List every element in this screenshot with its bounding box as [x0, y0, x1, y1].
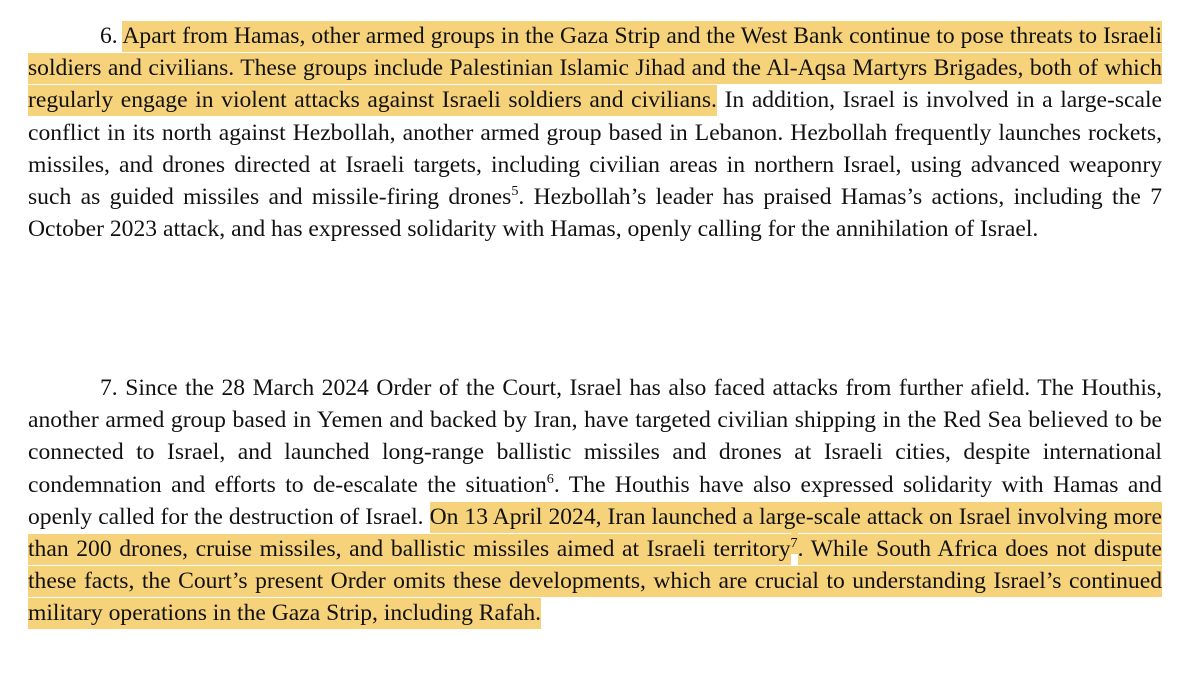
paragraph-text: . The Houthis have also expressed solidarity with Hamas and openly called for the destruction of Israel. — [28, 471, 1162, 530]
highlighted-text: On 13 April 2024, Iran launched a large-scale attack on Israel involving more than 200 drones, cruise missiles, and ballistic missiles aimed at Israeli territory — [28, 502, 1162, 565]
paragraph-text: . Hezbollah’s leader has praised Hamas’s actions, including the 7 October 2023 attack, and has expressed solidarity with Hamas, openly calling for the annihilation of Israel. — [28, 184, 1163, 243]
paragraph-6 — [28, 20, 1162, 245]
paragraph-number: 7. — [100, 375, 118, 401]
footnote-marker: 7 — [791, 533, 798, 554]
paragraph-number: 6. — [100, 23, 118, 49]
paragraph-7 — [28, 372, 1162, 630]
footnote-marker: 6 — [546, 470, 554, 487]
highlighted-text: Apart from Hamas, other armed groups in the Gaza Strip and the West Bank continue to pose threats to Israeli soldiers and civilians. These groups include Palestinian Islamic Jihad and the Al-Aqsa Martyrs Brigades, both of which regularly engage in violent attacks against Israeli soldiers and civilians. — [28, 21, 1162, 116]
paragraph-text: In addition, Israel is involved in a large-scale conflict in its north against Hezbollah, another armed group based in Lebanon. Hezbollah frequently launches rockets, missiles, and drones directed at Israeli targets, including civilian areas in northern Israel, using advanced weaponry such as guided missiles and missile-firing drones — [28, 87, 1162, 211]
paragraph-text: Since the 28 March 2024 Order of the Court, Israel has also faced attacks from further afield. The Houthis, another armed group based in Yemen and backed by Iran, have targeted civilian shipping in the Red Sea believed to be connected to Israel, and launched long-range ballistic missiles and drones at Israeli cities, despite international condemnation and efforts to de-escalate the situation — [28, 375, 1163, 498]
highlighted-text: . While South Africa does not dispute these facts, the Court’s present Order omits these developments, which are crucial to understanding Israel’s continued military operations in the Gaza Strip, including Rafah. — [28, 534, 1162, 629]
footnote-marker: 5 — [511, 183, 519, 200]
